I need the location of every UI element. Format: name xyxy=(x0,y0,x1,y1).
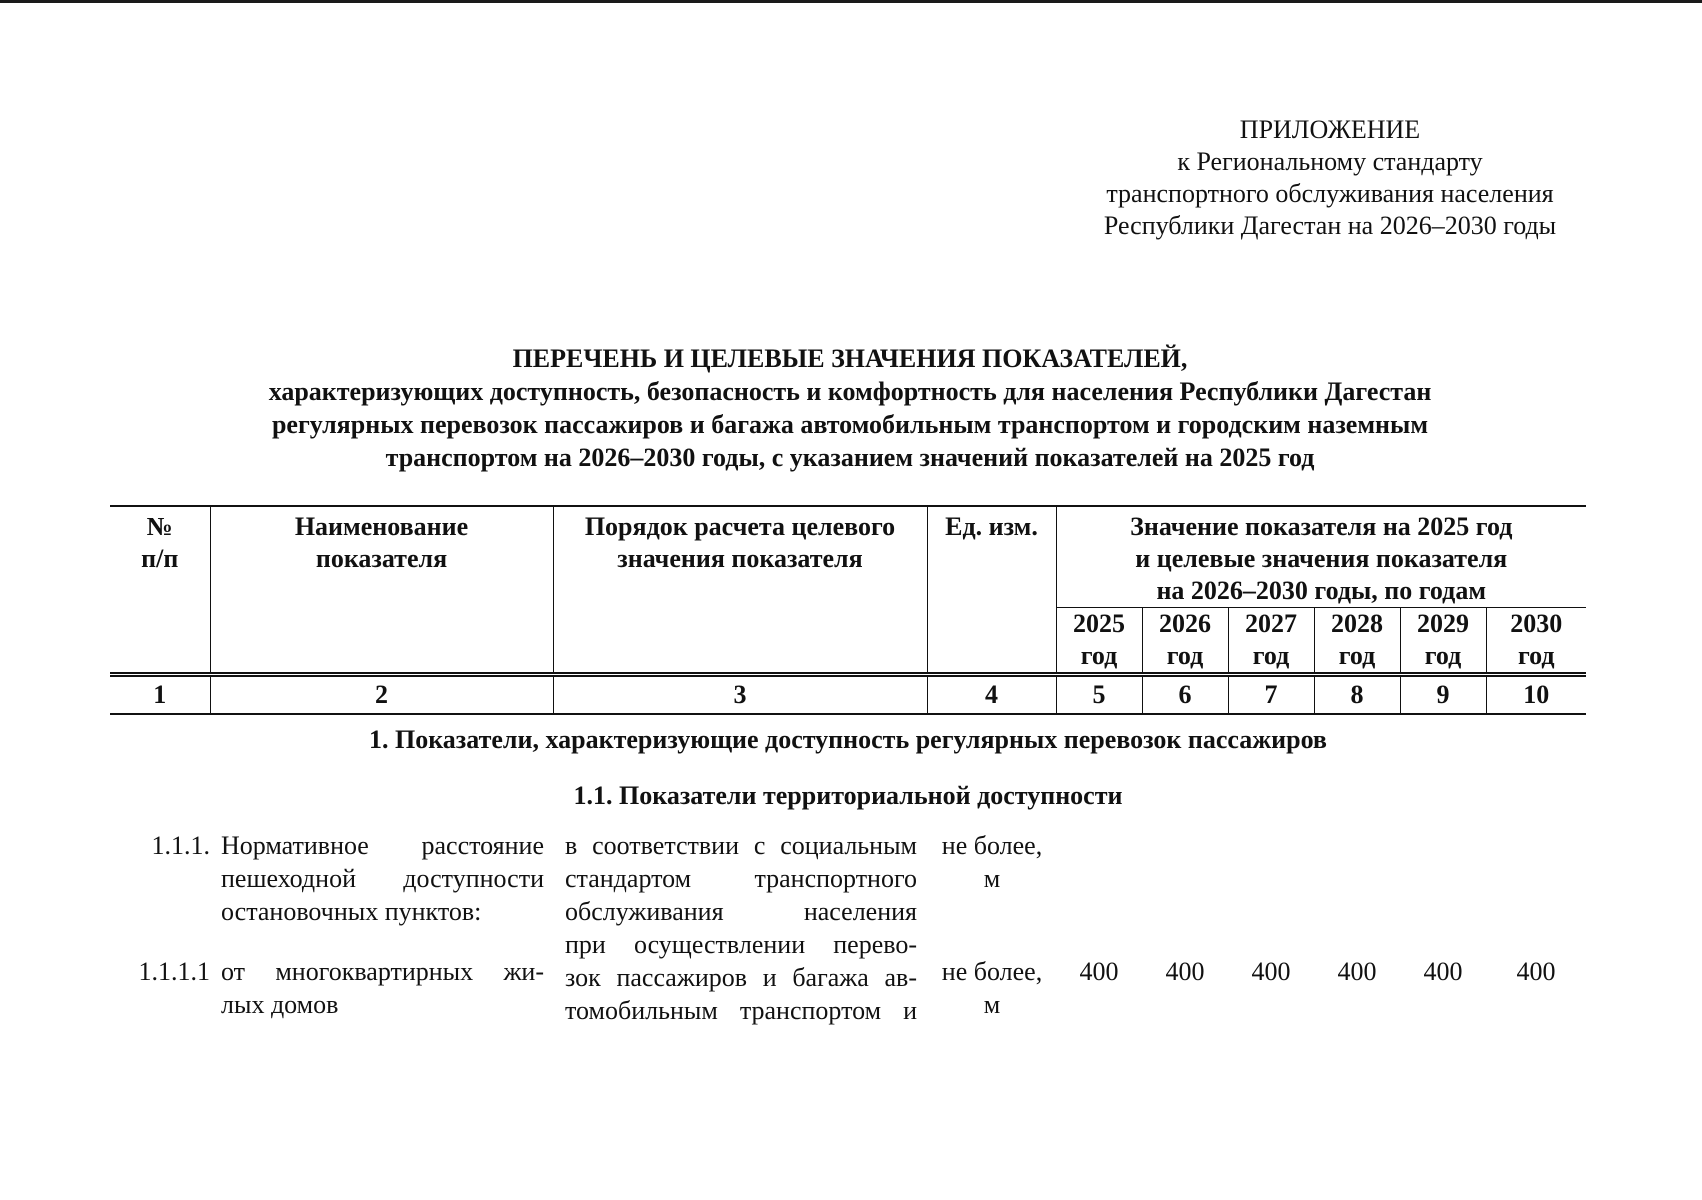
value-2027: 400 xyxy=(1251,957,1291,986)
header-year xyxy=(1228,608,1314,675)
unit-line: не более, xyxy=(941,831,1043,860)
header-number xyxy=(110,506,210,675)
name-line: остановочных пунктов: xyxy=(221,897,482,926)
column-number: 10 xyxy=(1486,675,1586,715)
row-indicator-name xyxy=(221,955,544,1021)
column-number: 5 xyxy=(1056,675,1142,715)
method-line: при осуществлении перево- xyxy=(565,930,917,959)
header-text: Порядок расчета целевого xyxy=(584,512,896,541)
header-text: значения показателя xyxy=(617,544,863,573)
header-text: показателя xyxy=(315,544,448,573)
header-values-by-year xyxy=(1056,506,1586,608)
row-number: 1.1.1. xyxy=(151,831,210,860)
document-title xyxy=(140,342,1560,474)
title-line: ПЕРЕЧЕНЬ И ЦЕЛЕВЫЕ ЗНАЧЕНИЯ ПОКАЗАТЕЛЕЙ, xyxy=(512,344,1188,373)
unit-line: м xyxy=(983,864,1001,893)
header-text: п/п xyxy=(141,544,179,573)
unit-line: м xyxy=(983,990,1001,1019)
year-number: 2030 xyxy=(1510,609,1563,638)
section-heading: 1. Показатели, характеризующие доступность регулярных перевозок пассажиров xyxy=(369,725,1327,754)
year-number: 2029 xyxy=(1417,609,1469,638)
name-line: от многоквартирных жи- xyxy=(221,957,544,986)
appendix-line: к Региональному стандарту xyxy=(1177,147,1483,176)
name-line: лых домов xyxy=(221,990,339,1019)
year-word: год xyxy=(1252,641,1290,670)
row-number: 1.1.1.1 xyxy=(138,957,210,986)
value-2030: 400 xyxy=(1516,957,1556,986)
method-line: в соответствии с социальным xyxy=(565,831,917,860)
row-unit xyxy=(932,955,1052,1021)
row-indicator-name xyxy=(221,829,544,928)
value-2026: 400 xyxy=(1165,957,1205,986)
appendix-line: транспортного обслуживания населения xyxy=(1106,179,1554,208)
column-numbers-row xyxy=(110,675,1586,715)
appendix-heading: ПРИЛОЖЕНИЕ xyxy=(1239,115,1421,144)
year-word: год xyxy=(1517,641,1555,670)
year-number: 2028 xyxy=(1331,609,1383,638)
year-word: год xyxy=(1166,641,1204,670)
header-text: Значение показателя на 2025 год xyxy=(1130,512,1513,541)
column-number: 7 xyxy=(1228,675,1314,715)
header-calculation-method xyxy=(553,506,927,675)
unit-line: не более, xyxy=(941,957,1043,986)
indicators-table xyxy=(110,505,1586,715)
header-text: Наименование xyxy=(294,512,469,541)
column-number: 4 xyxy=(927,675,1056,715)
value-2029: 400 xyxy=(1423,957,1463,986)
row-calculation-method xyxy=(565,829,917,1027)
header-year xyxy=(1314,608,1400,675)
row-unit xyxy=(932,829,1052,895)
subsection-heading: 1.1. Показатели территориальной доступности xyxy=(573,781,1123,810)
name-line: Нормативное расстояние xyxy=(221,831,544,860)
year-word: год xyxy=(1424,641,1462,670)
name-line: пешеходной доступности xyxy=(221,864,544,893)
year-word: год xyxy=(1338,641,1376,670)
header-year xyxy=(1400,608,1486,675)
header-text: № xyxy=(146,512,173,541)
column-number: 8 xyxy=(1314,675,1400,715)
method-line: томобильным транспортом и xyxy=(565,996,917,1025)
header-unit: Ед. изм. xyxy=(927,506,1056,675)
appendix-block xyxy=(1060,114,1600,242)
title-line: транспортом на 2026–2030 годы, с указанием значений показателей на 2025 год xyxy=(385,443,1315,472)
column-number: 3 xyxy=(553,675,927,715)
appendix-line: Республики Дагестан на 2026–2030 годы xyxy=(1103,211,1557,240)
header-indicator-name xyxy=(210,506,553,675)
value-2025: 400 xyxy=(1079,957,1119,986)
value-2028: 400 xyxy=(1337,957,1377,986)
method-line: стандартом транспортного xyxy=(565,864,917,893)
header-text: и целевые значения показателя xyxy=(1135,544,1508,573)
column-number: 9 xyxy=(1400,675,1486,715)
header-year xyxy=(1142,608,1228,675)
column-number: 6 xyxy=(1142,675,1228,715)
scan-edge xyxy=(0,0,1702,3)
year-number: 2027 xyxy=(1245,609,1297,638)
header-text: на 2026–2030 годы, по годам xyxy=(1156,576,1487,605)
method-line: зок пассажиров и багажа ав- xyxy=(565,963,917,992)
header-year xyxy=(1486,608,1586,675)
year-word: год xyxy=(1080,641,1118,670)
column-number: 1 xyxy=(110,675,210,715)
year-number: 2025 xyxy=(1073,609,1125,638)
method-line: обслуживания населения xyxy=(565,897,917,926)
year-number: 2026 xyxy=(1159,609,1211,638)
header-year xyxy=(1056,608,1142,675)
column-number: 2 xyxy=(210,675,553,715)
title-line: характеризующих доступность, безопасность и комфортность для населения Республики Дагестан xyxy=(268,377,1432,406)
title-line: регулярных перевозок пассажиров и багажа автомобильным транспортом и городским наземным xyxy=(271,410,1429,439)
